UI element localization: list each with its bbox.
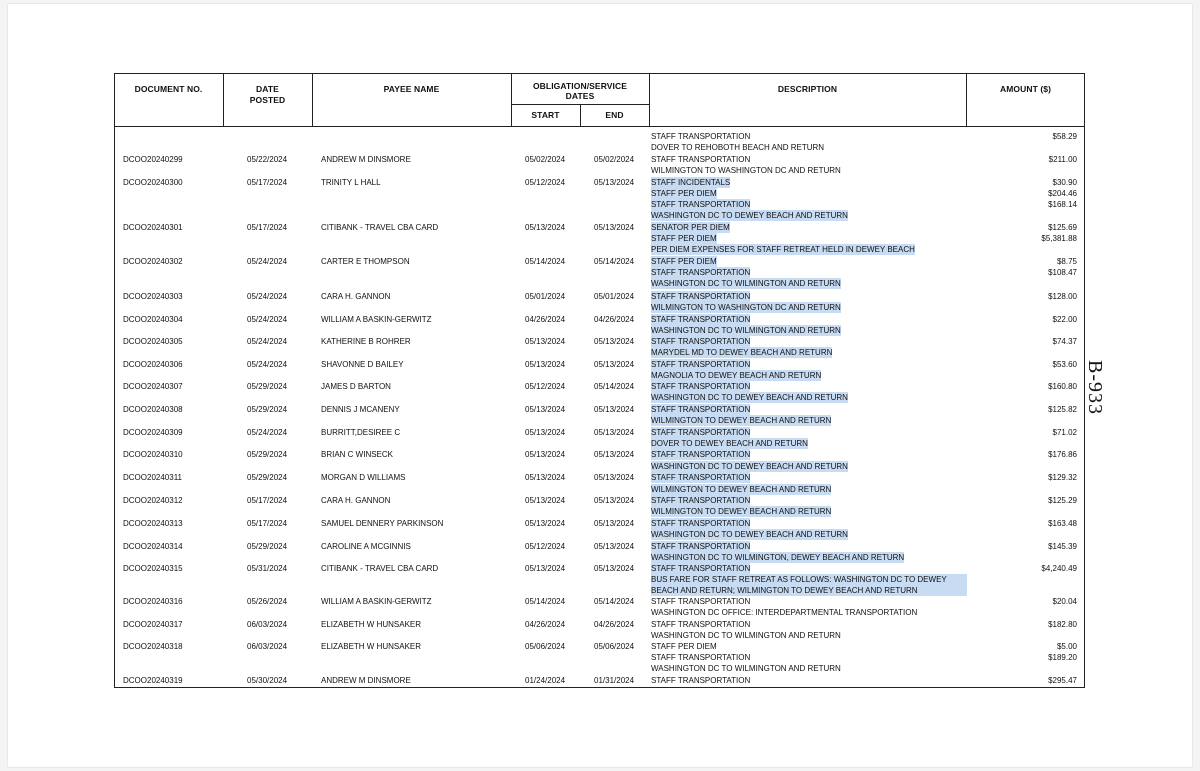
date-posted: 05/17/2024	[247, 178, 288, 187]
payee-name: MORGAN D WILLIAMS	[321, 473, 406, 482]
amount: $211.00	[1048, 155, 1077, 164]
amount: $182.80	[1048, 620, 1077, 629]
date-posted: 06/03/2024	[247, 642, 288, 651]
date-posted: 05/29/2024	[247, 450, 288, 459]
document-no: DCOO20240305	[123, 337, 183, 346]
description-line: WASHINGTON DC TO DEWEY BEACH AND RETURN	[651, 211, 848, 220]
payee-name: CAROLINE A MCGINNIS	[321, 542, 411, 551]
amount: $129.32	[1048, 473, 1077, 482]
description-line: WASHINGTON DC TO WILMINGTON AND RETURN	[651, 664, 841, 673]
payee-name: SHAVONNE D BAILEY	[321, 360, 404, 369]
description-line: STAFF TRANSPORTATION	[651, 450, 751, 459]
header-document-no: DOCUMENT NO.	[134, 84, 203, 94]
end-date: 05/14/2024	[594, 597, 635, 606]
end-date: 05/02/2024	[594, 155, 635, 164]
amount: $5,381.88	[1041, 234, 1077, 243]
payee-name: TRINITY L HALL	[321, 178, 381, 187]
start-date: 05/13/2024	[525, 405, 566, 414]
end-date: 05/13/2024	[594, 405, 635, 414]
description-line: PER DIEM EXPENSES FOR STAFF RETREAT HELD IN DEWEY BEACH	[651, 245, 915, 254]
end-date: 04/26/2024	[594, 315, 635, 324]
header-date-posted: DATE POSTED	[249, 84, 286, 105]
date-posted: 05/17/2024	[247, 223, 288, 232]
description-line: STAFF TRANSPORTATION	[651, 360, 751, 369]
start-date: 05/13/2024	[525, 519, 566, 528]
description-line: BUS FARE FOR STAFF RETREAT AS FOLLOWS: WASHINGTON DC TO DEWEY BEACH AND RETURN; WILMINGTON TO DEWEY BEACH AND RETURN	[651, 574, 967, 596]
amount: $125.82	[1048, 405, 1077, 414]
document-no: DCOO20240318	[123, 642, 183, 651]
description-line: MARYDEL MD TO DEWEY BEACH AND RETURN	[651, 348, 833, 357]
date-posted: 05/24/2024	[247, 292, 288, 301]
amount: $74.37	[1052, 337, 1077, 346]
payee-name: WILLIAM A BASKIN-GERWITZ	[321, 315, 432, 324]
start-date: 05/01/2024	[525, 292, 566, 301]
description-line: STAFF TRANSPORTATION	[651, 653, 751, 662]
start-date: 05/13/2024	[525, 337, 566, 346]
description-line: STAFF TRANSPORTATION	[651, 292, 751, 301]
divider	[114, 126, 1085, 127]
header-start: START	[531, 110, 560, 120]
description-line: STAFF PER DIEM	[651, 189, 717, 198]
end-date: 05/13/2024	[594, 428, 635, 437]
description-line: WILMINGTON TO DEWEY BEACH AND RETURN	[651, 416, 832, 425]
document-no: DCOO20240314	[123, 542, 183, 551]
header-end: END	[605, 110, 624, 120]
description-line: STAFF TRANSPORTATION	[651, 200, 751, 209]
start-date: 05/13/2024	[525, 428, 566, 437]
date-posted: 05/29/2024	[247, 542, 288, 551]
end-date: 05/13/2024	[594, 337, 635, 346]
description-line: STAFF TRANSPORTATION	[651, 496, 751, 505]
description-line: WASHINGTON DC TO WILMINGTON AND RETURN	[651, 631, 841, 640]
date-posted: 06/03/2024	[247, 620, 288, 629]
divider	[511, 104, 649, 105]
payee-name: JAMES D BARTON	[321, 382, 391, 391]
document-no: DCOO20240301	[123, 223, 183, 232]
amount: $58.29	[1052, 132, 1077, 141]
description-line: STAFF TRANSPORTATION	[651, 155, 751, 164]
payee-name: ELIZABETH W HUNSAKER	[321, 620, 422, 629]
description-line: WASHINGTON DC TO WILMINGTON AND RETURN	[651, 326, 841, 335]
date-posted: 05/24/2024	[247, 428, 288, 437]
payee-name: CITIBANK - TRAVEL CBA CARD	[321, 223, 439, 232]
payee-name: CARTER E THOMPSON	[321, 257, 410, 266]
document-no: DCOO20240302	[123, 257, 183, 266]
description-line: DOVER TO DEWEY BEACH AND RETURN	[651, 439, 808, 448]
payee-name: CARA H. GANNON	[321, 292, 391, 301]
start-date: 05/12/2024	[525, 542, 566, 551]
end-date: 04/26/2024	[594, 620, 635, 629]
amount: $20.04	[1052, 597, 1077, 606]
description-line: STAFF TRANSPORTATION	[651, 564, 751, 573]
payee-name: SAMUEL DENNERY PARKINSON	[321, 519, 444, 528]
header-obligation-dates: OBLIGATION/SERVICE DATES	[532, 81, 628, 101]
description-line: WASHINGTON DC TO WILMINGTON AND RETURN	[651, 279, 841, 288]
description-line: STAFF TRANSPORTATION	[651, 620, 751, 629]
description-line: DOVER TO REHOBOTH BEACH AND RETURN	[651, 143, 825, 152]
description-line: STAFF TRANSPORTATION	[651, 597, 751, 606]
amount: $5.00	[1056, 642, 1077, 651]
end-date: 05/13/2024	[594, 223, 635, 232]
description-line: STAFF TRANSPORTATION	[651, 337, 751, 346]
description-line: STAFF TRANSPORTATION	[651, 428, 751, 437]
description-line: STAFF PER DIEM	[651, 642, 717, 651]
amount: $295.47	[1048, 676, 1077, 685]
amount: $204.46	[1048, 189, 1077, 198]
start-date: 05/13/2024	[525, 473, 566, 482]
description-line: WILMINGTON TO DEWEY BEACH AND RETURN	[651, 485, 832, 494]
payee-name: ELIZABETH W HUNSAKER	[321, 642, 422, 651]
description-line: WASHINGTON DC TO DEWEY BEACH AND RETURN	[651, 530, 848, 539]
end-date: 05/13/2024	[594, 473, 635, 482]
amount: $125.69	[1048, 223, 1077, 232]
amount: $189.20	[1048, 653, 1077, 662]
description-line: STAFF TRANSPORTATION	[651, 519, 751, 528]
description-line: STAFF PER DIEM	[651, 257, 717, 266]
document-no: DCOO20240306	[123, 360, 183, 369]
date-posted: 05/26/2024	[247, 597, 288, 606]
start-date: 05/13/2024	[525, 360, 566, 369]
document-no: DCOO20240307	[123, 382, 183, 391]
description-line: STAFF TRANSPORTATION	[651, 382, 751, 391]
payee-name: ANDREW M DINSMORE	[321, 676, 411, 685]
amount: $168.14	[1048, 200, 1077, 209]
start-date: 05/02/2024	[525, 155, 566, 164]
amount: $108.47	[1048, 268, 1077, 277]
payee-name: ANDREW M DINSMORE	[321, 155, 411, 164]
description-line: WILMINGTON TO WASHINGTON DC AND RETURN	[651, 166, 841, 175]
amount: $8.75	[1056, 257, 1077, 266]
divider	[312, 73, 313, 126]
end-date: 05/14/2024	[594, 382, 635, 391]
date-posted: 05/24/2024	[247, 360, 288, 369]
description-line: STAFF TRANSPORTATION	[651, 315, 751, 324]
date-posted: 05/29/2024	[247, 405, 288, 414]
document-no: DCOO20240316	[123, 597, 183, 606]
amount: $160.80	[1048, 382, 1077, 391]
document-no: DCOO20240304	[123, 315, 183, 324]
date-posted: 05/17/2024	[247, 496, 288, 505]
amount: $125.29	[1048, 496, 1077, 505]
amount: $145.39	[1048, 542, 1077, 551]
description-line: STAFF TRANSPORTATION	[651, 676, 751, 685]
start-date: 05/14/2024	[525, 257, 566, 266]
start-date: 05/14/2024	[525, 597, 566, 606]
date-posted: 05/24/2024	[247, 337, 288, 346]
header-amount: AMOUNT ($)	[999, 84, 1052, 94]
payee-name: BRIAN C WINSECK	[321, 450, 394, 459]
description-line: STAFF INCIDENTALS	[651, 178, 731, 187]
description-line: STAFF TRANSPORTATION	[651, 268, 751, 277]
document-no: DCOO20240312	[123, 496, 183, 505]
start-date: 04/26/2024	[525, 620, 566, 629]
document-no: DCOO20240300	[123, 178, 183, 187]
description-line: STAFF PER DIEM	[651, 234, 717, 243]
amount: $176.86	[1048, 450, 1077, 459]
date-posted: 05/31/2024	[247, 564, 288, 573]
description-line: MAGNOLIA TO DEWEY BEACH AND RETURN	[651, 371, 822, 380]
end-date: 05/13/2024	[594, 360, 635, 369]
description-line: WILMINGTON TO WASHINGTON DC AND RETURN	[651, 303, 841, 312]
end-date: 05/13/2024	[594, 564, 635, 573]
description-line: WASHINGTON DC TO WILMINGTON, DEWEY BEACH AND RETURN	[651, 553, 905, 562]
amount: $53.60	[1052, 360, 1077, 369]
start-date: 04/26/2024	[525, 315, 566, 324]
description-line: SENATOR PER DIEM	[651, 223, 730, 232]
header-description: DESCRIPTION	[777, 84, 838, 94]
date-posted: 05/29/2024	[247, 382, 288, 391]
date-posted: 05/22/2024	[247, 155, 288, 164]
amount: $4,240.49	[1041, 564, 1077, 573]
start-date: 05/13/2024	[525, 564, 566, 573]
amount: $163.48	[1048, 519, 1077, 528]
start-date: 05/12/2024	[525, 382, 566, 391]
end-date: 05/13/2024	[594, 178, 635, 187]
date-posted: 05/29/2024	[247, 473, 288, 482]
description-line: STAFF TRANSPORTATION	[651, 542, 751, 551]
description-line: STAFF TRANSPORTATION	[651, 473, 751, 482]
end-date: 05/13/2024	[594, 519, 635, 528]
start-date: 05/06/2024	[525, 642, 566, 651]
document-no: DCOO20240299	[123, 155, 183, 164]
end-date: 05/14/2024	[594, 257, 635, 266]
document-no: DCOO20240303	[123, 292, 183, 301]
document-no: DCOO20240309	[123, 428, 183, 437]
payee-name: KATHERINE B ROHRER	[321, 337, 411, 346]
start-date: 05/13/2024	[525, 223, 566, 232]
amount: $128.00	[1048, 292, 1077, 301]
end-date: 05/13/2024	[594, 496, 635, 505]
description-line: STAFF TRANSPORTATION	[651, 132, 751, 141]
document-no: DCOO20240313	[123, 519, 183, 528]
amount: $22.00	[1052, 315, 1077, 324]
payee-name: CITIBANK - TRAVEL CBA CARD	[321, 564, 439, 573]
amount: $30.90	[1052, 178, 1077, 187]
document-no: DCOO20240310	[123, 450, 183, 459]
date-posted: 05/30/2024	[247, 676, 288, 685]
payee-name: DENNIS J MCANENY	[321, 405, 400, 414]
date-posted: 05/17/2024	[247, 519, 288, 528]
end-date: 05/06/2024	[594, 642, 635, 651]
document-no: DCOO20240315	[123, 564, 183, 573]
end-date: 05/01/2024	[594, 292, 635, 301]
document-no: DCOO20240317	[123, 620, 183, 629]
end-date: 05/13/2024	[594, 542, 635, 551]
document-no: DCOO20240308	[123, 405, 183, 414]
start-date: 01/24/2024	[525, 676, 566, 685]
end-date: 05/13/2024	[594, 450, 635, 459]
payee-name: WILLIAM A BASKIN-GERWITZ	[321, 597, 432, 606]
payee-name: BURRITT,DESIREE C	[321, 428, 401, 437]
page-label: B-933	[1084, 360, 1106, 415]
start-date: 05/13/2024	[525, 450, 566, 459]
divider	[649, 73, 650, 126]
date-posted: 05/24/2024	[247, 315, 288, 324]
amount: $71.02	[1052, 428, 1077, 437]
start-date: 05/13/2024	[525, 496, 566, 505]
description-line: WASHINGTON DC TO DEWEY BEACH AND RETURN	[651, 393, 848, 402]
description-line: WILMINGTON TO DEWEY BEACH AND RETURN	[651, 507, 832, 516]
divider	[966, 73, 967, 126]
header-payee-name: PAYEE NAME	[383, 84, 440, 94]
payee-name: CARA H. GANNON	[321, 496, 391, 505]
description-line: STAFF TRANSPORTATION	[651, 405, 751, 414]
document-no: DCOO20240319	[123, 676, 183, 685]
description-line: WASHINGTON DC OFFICE: INTERDEPARTMENTAL TRANSPORTATION	[651, 608, 918, 617]
date-posted: 05/24/2024	[247, 257, 288, 266]
document-no: DCOO20240311	[123, 473, 182, 482]
start-date: 05/12/2024	[525, 178, 566, 187]
end-date: 01/31/2024	[594, 676, 635, 685]
description-line: WASHINGTON DC TO DEWEY BEACH AND RETURN	[651, 462, 848, 471]
